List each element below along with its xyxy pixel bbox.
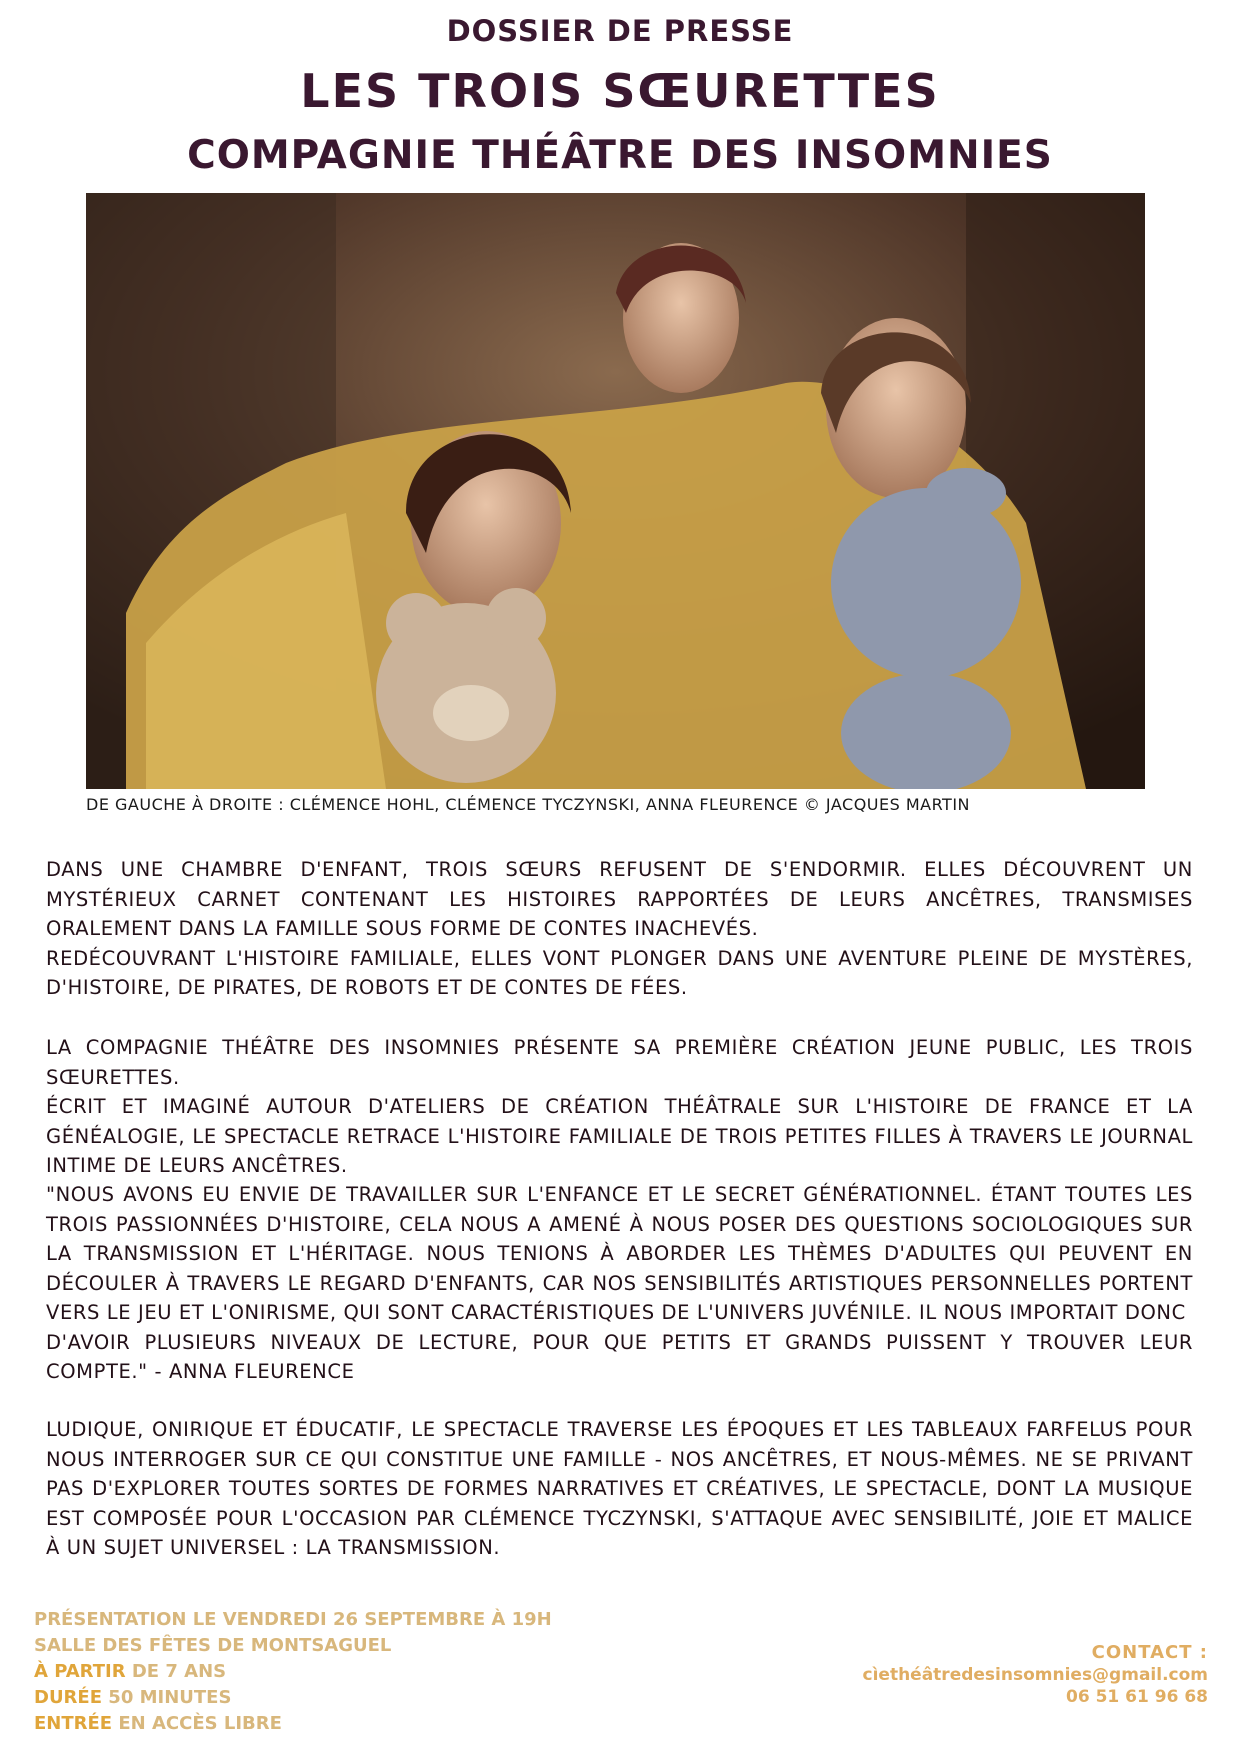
duration-value: 50 MINUTES: [108, 1687, 232, 1708]
age-label: À PARTIR: [34, 1661, 126, 1682]
contact-phone[interactable]: 06 51 61 96 68: [1066, 1687, 1208, 1707]
presentation-text-continued: ÉCRIT ET IMAGINÉ AUTOUR D'ATELIERS DE CRÉATION THÉÂTRALE SUR L'HISTOIRE DE FRANCE ET LA GÉNÉALOGIE, LE SPECTACLE RETRACE L'HISTOIRE FAMILIALE DE TROIS PETITES FILLES À TRAVERS LE JOURNAL INTIME DE LEURS ANCÊTRES.: [46, 1095, 1193, 1177]
synopsis-text-continued: REDÉCOUVRANT L'HISTOIRE FAMILIALE, ELLES VONT PLONGER DANS UNE AVENTURE PLEINE DE MYSTÈRES, D'HISTOIRE, DE PIRATES, DE ROBOTS ET DE CONTES DE FÉES.: [46, 946, 1193, 999]
quote-text: "NOUS AVONS EU ENVIE DE TRAVAILLER SUR L'ENFANCE ET LE SECRET GÉNÉRATIONNEL. ÉTANT TOUTES LES TROIS PASSIONNÉES D'HISTOIRE, CELA NOUS A AMENÉ À NOUS POSER DES QUESTIONS SOCIOLOGIQUES SUR LA TRANSMISSION ET L'HÉRITAGE. NOUS TENIONS À ABORDER LES THÈMES D'ADULTES QUI PEUVENT EN DÉCOULER À TRAVERS LE REGARD D'ENFANTS, CAR NOS SENSIBILITÉS ARTISTIQUES PERSONNELLES PORTENT VERS LE JEU ET L'ONIRISME, QUI SONT CARACTÉRISTIQUES DE L'UNIVERS JUVÉNILE. IL NOUS IMPORTAIT DONC: [46, 1183, 1193, 1324]
document-kicker: DOSSIER DE PRESSE: [446, 14, 794, 48]
quote-paragraph: [46, 1180, 1193, 1387]
company-name: COMPAGNIE THÉÂTRE DES INSOMNIES: [187, 133, 1053, 178]
entry-label: ENTRÉE: [34, 1713, 113, 1734]
cast-photo: [86, 193, 1145, 789]
description-paragraph: [46, 1415, 1193, 1563]
synopsis-paragraph: [46, 855, 1193, 1003]
document-title: LES TROIS SŒURETTES: [300, 64, 940, 118]
age-value: DE 7 ANS: [131, 1661, 227, 1682]
quote-text-continued: D'AVOIR PLUSIEURS NIVEAUX DE LECTURE, POUR QUE PETITS ET GRANDS PUISSENT Y TROUVER LEUR COMPTE." - ANNA FLEURENCE: [46, 1330, 1193, 1383]
synopsis-text: DANS UNE CHAMBRE D'ENFANT, TROIS SŒURS REFUSENT DE S'ENDORMIR. ELLES DÉCOUVRENT UN MYSTÉRIEUX CARNET CONTENANT LES HISTOIRES RAPPORTÉES DE LEURS ANCÊTRES, TRANSMISES ORALEMENT DANS LA FAMILLE SOUS FORME DE CONTES INACHEVÉS.: [46, 858, 1193, 940]
photo-caption: DE GAUCHE À DROITE : CLÉMENCE HOHL, CLÉMENCE TYCZYNSKI, ANNA FLEURENCE © JACQUES MARTIN: [86, 795, 971, 814]
entry-info: [34, 1711, 634, 1737]
entry-value: EN ACCÈS LIBRE: [118, 1713, 282, 1734]
contact-label: CONTACT :: [1091, 1642, 1208, 1663]
duration-info: [34, 1685, 634, 1711]
presentation-paragraph: [46, 1033, 1193, 1181]
duration-label: DURÉE: [34, 1687, 103, 1708]
contact-block: [708, 1642, 1208, 1708]
description-text: LUDIQUE, ONIRIQUE ET ÉDUCATIF, LE SPECTACLE TRAVERSE LES ÉPOQUES ET LES TABLEAUX FARFELUS POUR NOUS INTERROGER SUR CE QUI CONSTITUE UNE FAMILLE - NOS ANCÊTRES, ET NOUS-MÊMES. NE SE PRIVANT PAS D'EXPLORER TOUTES SORTES DE FORMES NARRATIVES ET CRÉATIVES, LE SPECTACLE, DONT LA MUSIQUE EST COMPOSÉE POUR L'OCCASION PAR CLÉMENCE TYCZYNSKI, S'ATTAQUE AVEC SENSIBILITÉ, JOIE ET MALICE À UN SUJET UNIVERSEL : LA TRANSMISSION.: [46, 1418, 1193, 1559]
venue: SALLE DES FÊTES DE MONTSAGUEL: [34, 1635, 392, 1656]
presentation-date: PRÉSENTATION LE VENDREDI 26 SEPTEMBRE À 19H: [34, 1609, 552, 1630]
presentation-text: LA COMPAGNIE THÉÂTRE DES INSOMNIES PRÉSENTE SA PREMIÈRE CRÉATION JEUNE PUBLIC, LES TROIS SŒURETTES.: [46, 1036, 1193, 1089]
cast-photo-illustration: [86, 193, 1145, 789]
event-info: [34, 1607, 634, 1737]
contact-email[interactable]: cìethéâtredesinsomnies@gmail.com: [862, 1665, 1208, 1685]
age-info: [34, 1659, 634, 1685]
